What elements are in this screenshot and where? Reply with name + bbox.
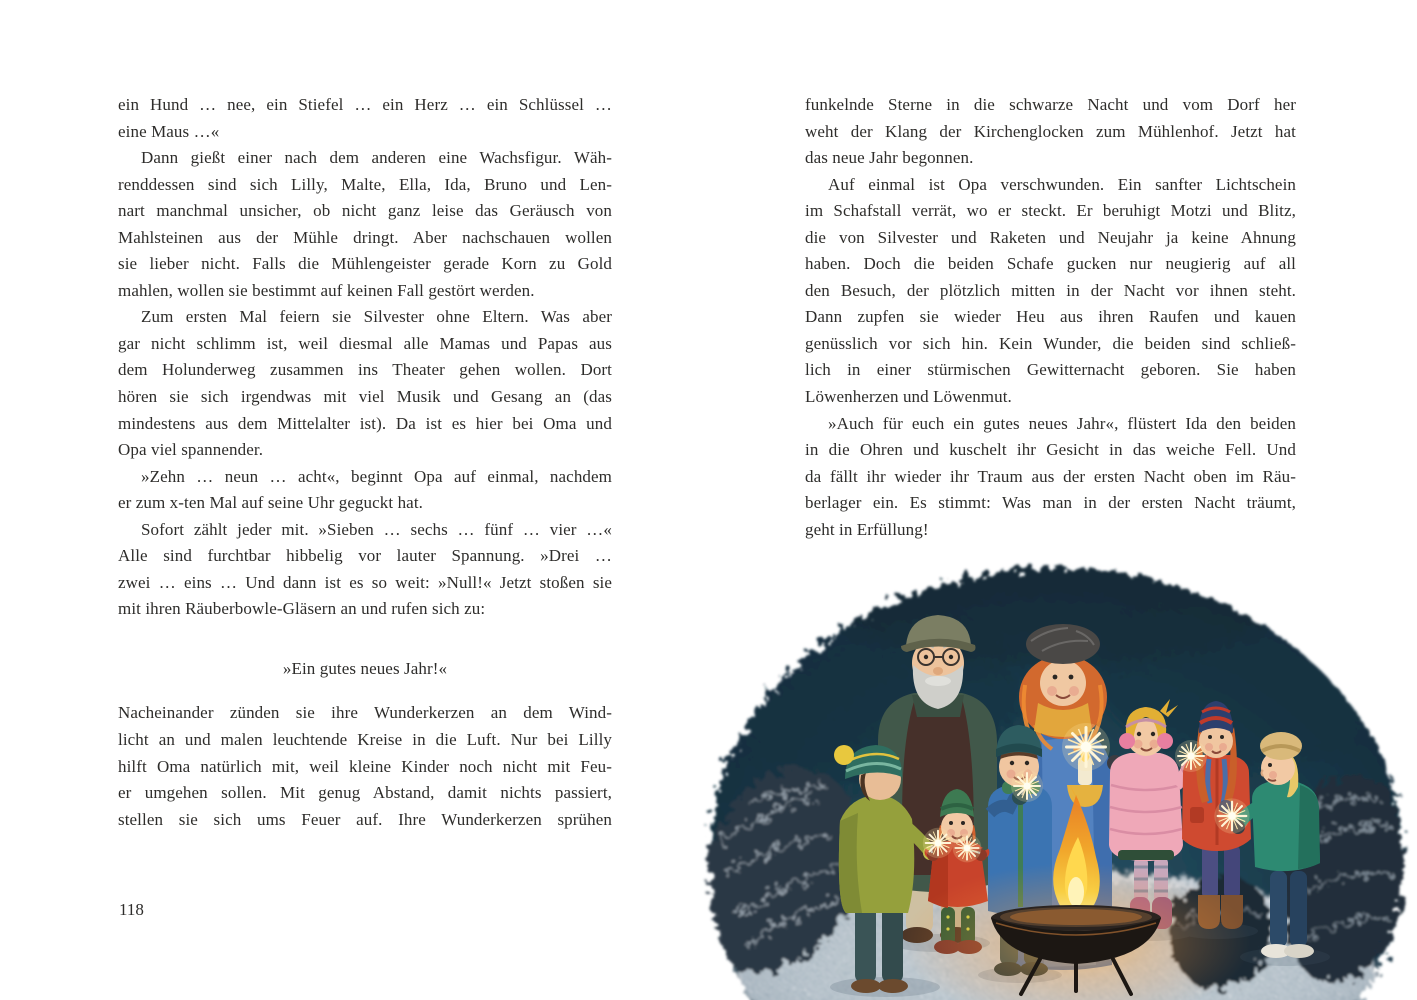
text-line: Dann gießt einer nach dem anderen eine Wachsfigur. Wäh- [141,148,612,168]
text-line: zwei … eins … Und dann ist es so weit: »Null!« Jetzt stoßen sie [118,572,612,592]
text-line: Auf einmal ist Opa verschwunden. Ein sanfter Lichtschein [828,174,1296,194]
text-line: weht der Klang der Kirchenglocken zum Mühlenhof. Jetzt hat [805,121,1296,141]
text-line: Nacheinander zünden sie ihre Wunderkerzen an dem Wind- [118,703,612,723]
text-line: gar nicht schlimm ist, weil diesmal alle Mamas und Papas aus [118,333,612,353]
text-line: lich in einer stürmischen Gewitternacht geboren. Sie haben [805,360,1296,380]
paragraph [118,517,612,623]
text-line: in die Ohren und kuschelt ihr Gesicht in das weiche Fell. Und [805,440,1296,460]
paragraph [805,411,1296,544]
left-page-text-column [118,92,612,833]
text-line: »Auch für euch ein gutes neues Jahr«, flüstert Ida den beiden [828,413,1296,433]
paragraph [118,145,612,304]
text-line: hilft Oma natürlich mit, weil kleine Kinder noch nicht mit Feu- [118,756,612,776]
centered-exclamation-line: »Ein gutes neues Jahr!« [282,658,448,678]
text-line: Mahlsteinen aus der Mühle dringt. Aber nachschauen wollen [118,227,612,247]
text-line: genüsslich vor sich hin. Kein Wunder, die beiden sind schließ- [805,333,1296,353]
text-line: mahlen, wollen sie bestimmt auf keinen Fall gestört werden. [118,280,535,300]
text-line: ein Hund … nee, ein Stiefel … ein Herz … ein Schlüssel … [118,95,612,114]
paragraph [118,700,612,833]
text-line: mit ihren Räuberbowle-Gläsern an und rufen sich zu: [118,599,486,619]
text-line: im Schafstall verrät, wo er steckt. Er beruhigt Motzi und Blitz, [805,201,1296,221]
paragraph [118,304,612,463]
paragraph [805,92,1296,172]
text-line: geht in Erfüllung! [805,519,929,539]
text-line: berlager ein. Es stimmt: Was man in der ersten Nacht träumt, [805,493,1296,513]
text-line: nart manchmal unsicher, ob nicht ganz leise das Geräusch von [118,201,612,221]
text-line: das neue Jahr begonnen. [805,148,974,168]
paragraph [118,92,612,145]
text-line: den Besuch, der plötzlich mitten in der Nacht vor ihnen steht. [805,280,1296,300]
right-page-text-column [805,92,1296,543]
text-line: »Zehn … neun … acht«, beginnt Opa auf einmal, nachdem [141,466,612,486]
book-illustration [690,545,1417,1000]
text-line: sie lieber nicht. Falls die Mühlengeister gerade Korn zu Gold [118,254,612,274]
text-line: hören sie sich irgendwas mit viel Musik und Gesang an (das [118,387,612,407]
paragraph [805,172,1296,411]
text-line: Dann zupfen sie wieder Heu aus ihren Raufen und kauen [805,307,1296,327]
text-line: Löwenherzen und Löwenmut. [805,387,1012,407]
text-line: renddessen sind sich Lilly, Malte, Ella, Ida, Bruno und Len- [118,174,612,194]
text-line: haben. Doch die beiden Schafe gucken nur neugierig auf all [805,254,1296,274]
text-line: licht an und malen leuchtende Kreise in die Luft. Nur bei Lilly [118,730,612,750]
text-line: Sofort zählt jeder mit. »Sieben … sechs … fünf … vier …« [141,519,612,539]
text-line: er zum x-ten Mal auf seine Uhr geguckt hat. [118,493,423,513]
text-line: Opa viel spannender. [118,440,264,460]
text-line: eine Maus …« [118,121,220,141]
text-line: die von Silvester und Raketen und Neujahr ja keine Ahnung [805,227,1296,247]
text-line: dem Holunderweg zusammen ins Theater gehen wollen. Dort [118,360,612,380]
text-line: Zum ersten Mal feiern sie Silvester ohne Eltern. Was aber [141,307,612,327]
text-line: Alle sind furchtbar hibbelig vor lauter Spannung. »Drei … [118,546,612,566]
text-line: er umgehen sollen. Mit genug Abstand, damit nichts passiert, [118,783,612,803]
text-line: funkelnde Sterne in die schwarze Nacht und vom Dorf her [805,95,1296,114]
text-line: da fällt ihr wieder ihr Traum aus der ersten Nacht oben im Räu- [805,466,1296,486]
page-number: 118 [119,900,144,919]
text-line: mindestens aus dem Mittelalter ist). Da ist es hier bei Oma und [118,413,612,433]
text-line: stellen sie sich ums Feuer auf. Ihre Wunderkerzen sprühen [118,809,612,829]
paragraph [118,464,612,517]
